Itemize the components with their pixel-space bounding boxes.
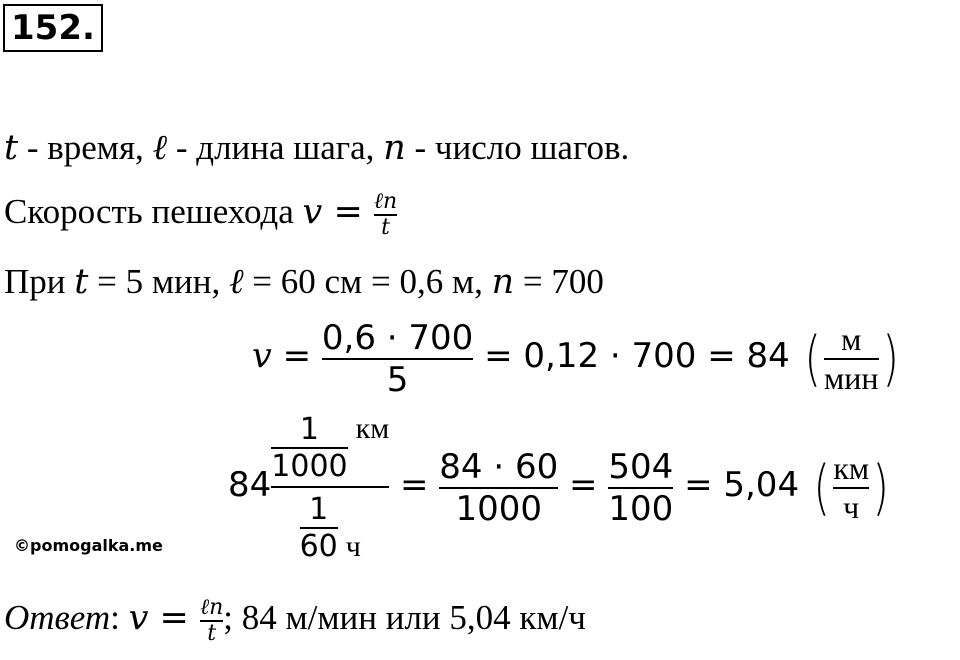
var-n: n [383, 128, 406, 168]
var-v: v [302, 192, 323, 233]
unit-fraction [824, 321, 879, 397]
equals: = [389, 465, 440, 506]
var-t: t [4, 128, 19, 168]
t-value: = 5 мин, [88, 262, 229, 301]
compound-fraction [271, 412, 389, 564]
fraction-2-denominator: 100 [608, 489, 674, 529]
l-value: = 60 см = 0,6 м, [243, 262, 492, 301]
calc-fraction [322, 318, 473, 400]
l-description: - длина шага, [167, 128, 384, 167]
fraction-2-numerator: 504 [608, 447, 674, 487]
fraction-1 [439, 447, 558, 529]
fraction-1-denominator: 1000 [439, 487, 558, 529]
fraction-numerator: ℓn [199, 595, 224, 620]
fraction-1-numerator: 84 · 60 [439, 447, 559, 487]
t-description: - время, [18, 128, 153, 167]
top-unit: км [355, 412, 390, 445]
unit-numerator: км [833, 450, 870, 486]
fraction-numerator: ℓn [373, 189, 398, 214]
fraction-numerator: 0,6 · 700 [321, 318, 474, 358]
equals: = [271, 336, 322, 377]
right-paren: ) [882, 324, 899, 394]
answer-label: Ответ [4, 598, 111, 638]
var-l: ℓ [228, 262, 244, 302]
lead-number: 84 [228, 465, 272, 506]
left-paren: ( [813, 453, 830, 523]
unit-denominator: ч [833, 487, 869, 526]
variables-definition [4, 128, 629, 168]
n-value: = 700 [514, 262, 604, 301]
fraction-2 [608, 447, 673, 529]
bottom-fraction [300, 492, 338, 564]
unit-denominator: мин [824, 360, 879, 396]
bottom-denominator: 60 [299, 529, 338, 564]
right-paren: ) [872, 453, 890, 523]
speed-calc-kmh [228, 412, 893, 564]
problem-number: 152. [3, 4, 103, 52]
equals: = [322, 192, 374, 233]
speed-fraction [374, 190, 397, 240]
left-paren: ( [804, 324, 821, 394]
calc-result: = 5,04 [673, 465, 810, 506]
answer-text: ; 84 м/мин или 5,04 км/ч [223, 598, 586, 638]
watermark: ©pomogalka.me [14, 536, 163, 555]
unit-numerator: м [841, 321, 862, 357]
fraction-denominator: t [200, 620, 223, 646]
compound-top [271, 412, 389, 486]
unit-fraction [833, 450, 869, 526]
compound-bottom [271, 486, 389, 564]
var-v: v [252, 336, 272, 377]
var-l: ℓ [152, 128, 168, 168]
bottom-unit: ч [345, 530, 361, 563]
var-t: t [74, 262, 89, 302]
var-v: v [128, 598, 149, 639]
answer-colon: : [110, 598, 129, 638]
speed-label: Скорость пешехода [4, 192, 303, 232]
top-denominator: 1000 [271, 449, 348, 484]
answer-fraction [200, 596, 223, 646]
pri-label: При [4, 262, 75, 301]
speed-calc-mmin [252, 318, 902, 400]
fraction-denominator: t [374, 214, 397, 240]
bottom-numerator: 1 [309, 492, 329, 527]
n-description: - число шагов. [405, 128, 630, 167]
speed-formula-line [4, 190, 397, 240]
calc-result: = 0,12 · 700 = 84 [473, 336, 801, 377]
given-values-line [4, 262, 604, 302]
equals: = [558, 465, 609, 506]
equals: = [148, 598, 200, 639]
fraction-denominator: 5 [322, 358, 473, 400]
top-fraction [271, 412, 347, 484]
answer-line [4, 596, 586, 646]
var-n: n [491, 262, 515, 302]
top-numerator: 1 [299, 412, 319, 447]
